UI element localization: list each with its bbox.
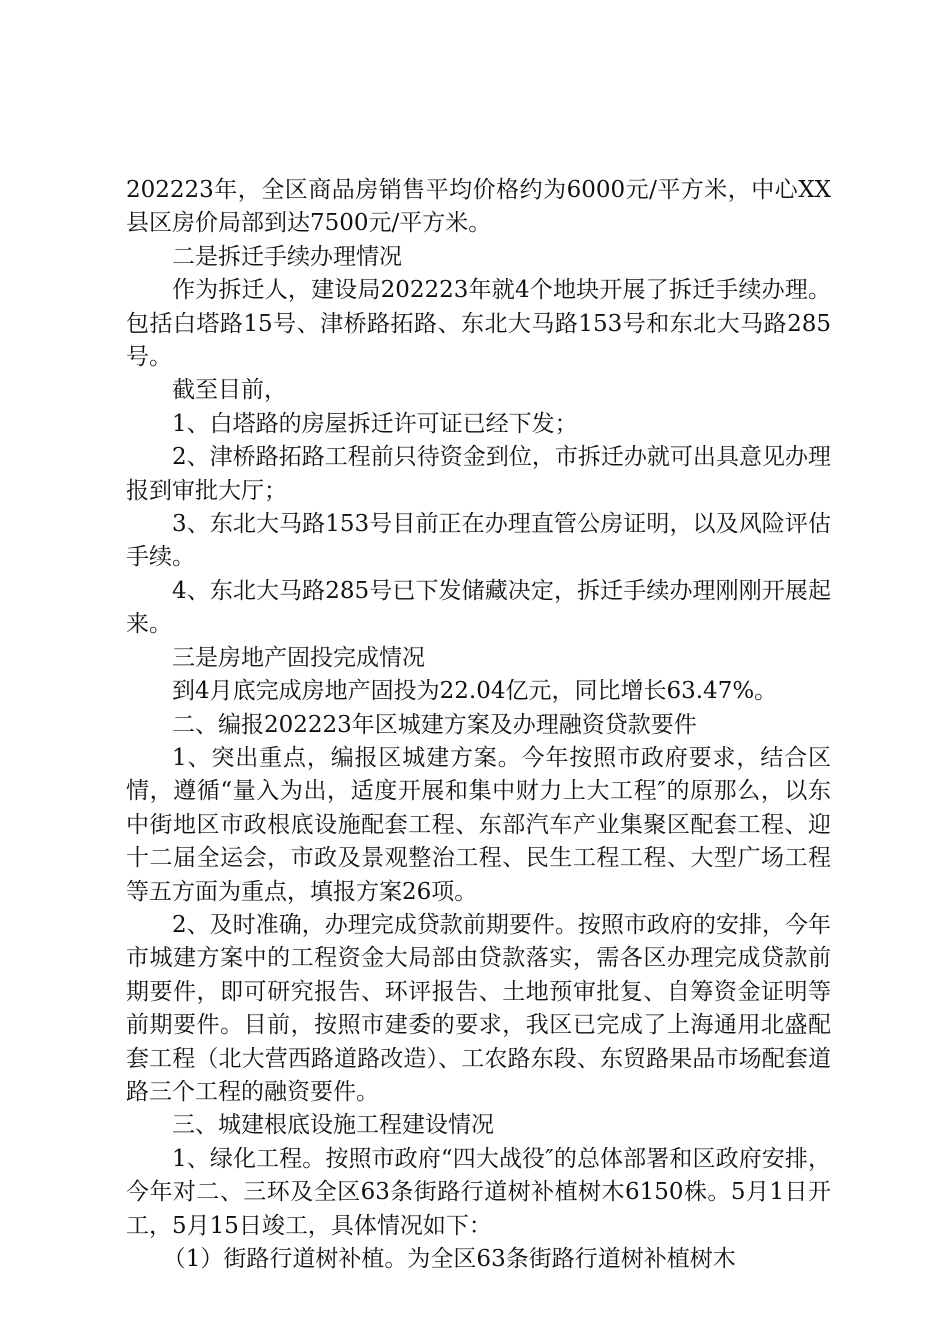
paragraph-heading-section-3: 三、城建根底设施工程建设情况 — [172, 1112, 494, 1139]
paragraph-heading-investment: 三是房地产固投完成情况 — [172, 644, 425, 671]
paragraph-heading-section-2: 二、编报202223年区城建方案及办理融资贷款要件 — [172, 711, 697, 738]
paragraph-street-trees: （1）街路行道树补植。为全区63条街路行道树补植树木 — [162, 1246, 736, 1272]
paragraph-as-of-now: 截至目前， — [172, 377, 287, 404]
paragraph-heading-demolition: 二是拆迁手续办理情况 — [172, 243, 402, 270]
paragraph-investment-figures: 到4月底完成房地产固投为22.04亿元，同比增长63.47%。 — [172, 678, 778, 705]
paragraph-loan-requirements: 2、及时准确，办理完成贷款前期要件。按照市政府的安排，今年市城建方案中的工程资金大局部由贷款落实，需各区办理完成贷款前期要件，即可研究报告、环评报告、土地预审批复、自筹资金证明等前期要件。目前，按照市建委的要求，我区已完成了上海通用北盛配套工程（北大营西路道路改造）、工农路东段、东贸路果品市场配套道路三个工程的融资要件。 — [126, 911, 831, 1105]
paragraph-city-plan: 1、突出重点，编报区城建方案。今年按照市政府要求，结合区情，遵循“量入为出，适度开展和集中财力上大工程″的原那么，以东中街地区市政根底设施配套工程、东部汽车产业集聚区配套工程、迎十二届全运会，市政及景观整治工程、民生工程工程、大型广场工程等五方面为重点，填报方案26项。 — [126, 744, 831, 905]
paragraph-item-2: 2、津桥路拓路工程前只待资金到位，市拆迁办就可出具意见办理报到审批大厅； — [126, 444, 831, 504]
paragraph-item-4: 4、东北大马路285号已下发储藏决定，拆迁手续办理刚刚开展起来。 — [126, 577, 831, 638]
paragraph-greening-project: 1、绿化工程。按照市政府“四大战役″的总体部署和区政府安排，今年对二、三环及全区63条街路行道树补植树木6150株。5月1日开工，5月15日竣工，具体情况如下： — [126, 1145, 831, 1239]
paragraph-price-summary: 202223年，全区商品房销售平均价格约为6000元/平方米，中心XX县区房价局部到达7500元/平方米。 — [126, 177, 831, 237]
paragraph-item-1: 1、白塔路的房屋拆迁许可证已经下发； — [172, 410, 578, 437]
paragraph-item-3: 3、东北大马路153号目前正在办理直管公房证明，以及风险评估手续。 — [126, 511, 831, 571]
paragraph-demolition-parcels: 作为拆迁人，建设局202223年就4个地块开展了拆迁手续办理。包括白塔路15号、津桥路拓路、东北大马路153号和东北大马路285号。 — [126, 277, 831, 371]
document-body — [126, 174, 831, 1276]
